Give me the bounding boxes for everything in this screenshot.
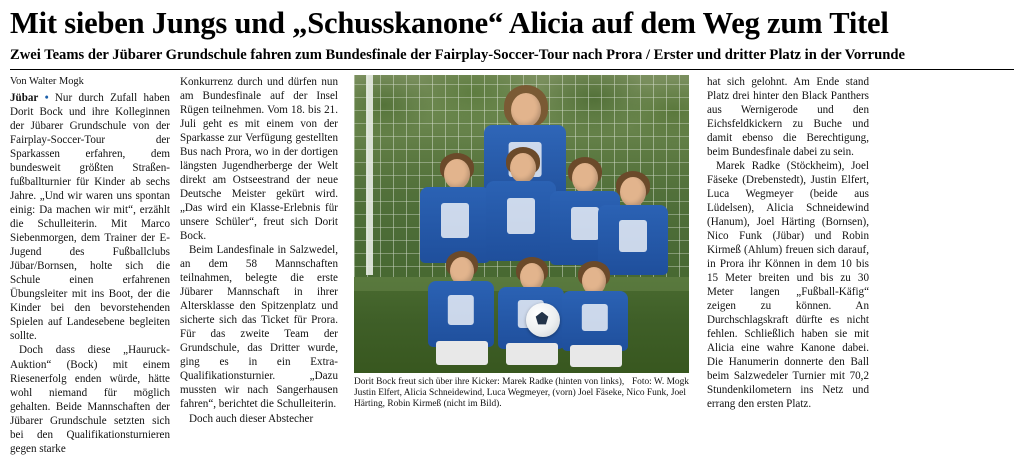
soccer-ball xyxy=(526,303,560,337)
paragraph: Beim Landesfinale in Salzwedel, an dem 58 Mannschaften teilnahmen, belegte die erste Jübarer Mannschaft in ihrer Altersklasse den Spitzenplatz und sicherte sich das Ticket für Prora. Für das zweite Team der Grundschule, das Dritter wurde, ging es in ein Extra-Qualifikationsturnier. „Dazu mussten wir nach Sangerhausen fahren“, berichtet die Schulleiterin. xyxy=(180,244,338,411)
team-photo xyxy=(354,75,689,373)
photo-column xyxy=(348,75,697,411)
page-title: Mit sieben Jungs und „Schusskanone“ Alicia auf dem Weg zum Titel xyxy=(10,6,889,40)
photo-caption xyxy=(354,377,689,411)
text-column-1 xyxy=(10,75,180,456)
photo-caption-text: Dorit Bock freut sich über ihre Kicker: Marek Radke (hinten von links), Justin Elfert, Alicia Schneidewind, Luca Wegmeyer, (vorn) Joel Fäseke, Nico Funk, Joel Härting, Robin Kirmeß (nicht im Bild). xyxy=(354,376,686,410)
article-columns xyxy=(10,75,1014,456)
text-column-3 xyxy=(697,75,869,412)
paragraph xyxy=(10,91,170,344)
text-column-2 xyxy=(180,75,348,426)
divider xyxy=(10,69,1014,70)
dateline-bullet: • xyxy=(44,91,49,104)
photo-credit: Foto: W. Mogk xyxy=(631,376,689,387)
paragraph-text: Nur durch Zufall haben Dorit Bock und ihre Kolleginnen der Jübarer Grundschule von der Fairplay-Soccer-Tour der Sparkassen erfahren, dem bundesweit größten Straßenfußballturnier für Kinder ab sechs Jahre. „Und wir waren uns spontan einig: Da machen wir mit“, erzählt die Schulleiterin. Mit Marco Siebenmorgen, dem Trainer der E-Jugend des Fußballclubs Jübar/Bornsen, holte sich die Schule einen erfahrenen Übungsleiter mit ins Boot, der die Kinder bei den bevorstehenden Spielen auf Landesebene begleiten sollte. xyxy=(10,91,170,343)
paragraph: Doch dass diese „Hauruck-Auktion“ (Bock) mit einem Riesenerfolg enden würde, hätte wohl niemand für möglich gehalten. Beide Mannschaften der Jübarer Grundschule setzten sich bei den Qualifikationsturnieren gegen starke xyxy=(10,344,170,455)
paragraph: Doch auch dieser Abstecher xyxy=(189,412,314,425)
goal-post xyxy=(366,75,373,275)
paragraph: hat sich gelohnt. Am Ende stand Platz drei hinter den Black Panthers aus Wernigerode und den Eichsfeldkickern zu Buche und damit ebenso die Berechtigung, beim Bundesfinale dabei zu sein. xyxy=(707,75,869,158)
photo-caption-wrapper xyxy=(354,377,689,411)
paragraph: Marek Radke (Stöckheim), Joel Fäseke (Drebenstedt), Justin Elfert, Luca Wegmeyer (beide aus Lüdelsen), Alicia Schneidewind (Hanum), Joel Härting (Bornsen), Nico Funk (Jübar) und Robin Kirmeß (Ahlum) freuen sich darauf, in Prora ihr Können in dem 10 bis 15 Meter breiten und bis zu 30 Meter langen „Fußball-Käfig“ zeigen zu können. An Durchschlagskraft dürfte es nicht fehlen. Schließlich haben sie mit Alicia eine wahre Kanone dabei. Die Hanumerin donnerte den Ball beim Salzwedeler Turnier mit 70,2 Stundenkilometern ins Netz und errang den ersten Platz. xyxy=(707,159,869,411)
paragraph: Konkurrenz durch und dürfen nun am Bundesfinale auf der Insel Rügen teilnehmen. Vom 18. bis 21. Juli geht es mit einem von der Sparkasse zur Verfügung gestellten Bus nach Prora, wo in der dortigen längsten Jugendherberge der Welt direkt am Ostseestrand der neue Deutsche Meister gekürt wird. „Das wird ein Klasse-Erlebnis für unsere Schüler“, freut sich Dorit Bock. xyxy=(180,75,338,243)
dateline: Jübar xyxy=(10,91,39,104)
byline: Von Walter Mogk xyxy=(10,75,84,87)
subheadline: Zwei Teams der Jübarer Grundschule fahren zum Bundesfinale der Fairplay-Soccer-Tour nach Prora / Erster und dritter Platz in der Vorrunde xyxy=(10,46,905,63)
